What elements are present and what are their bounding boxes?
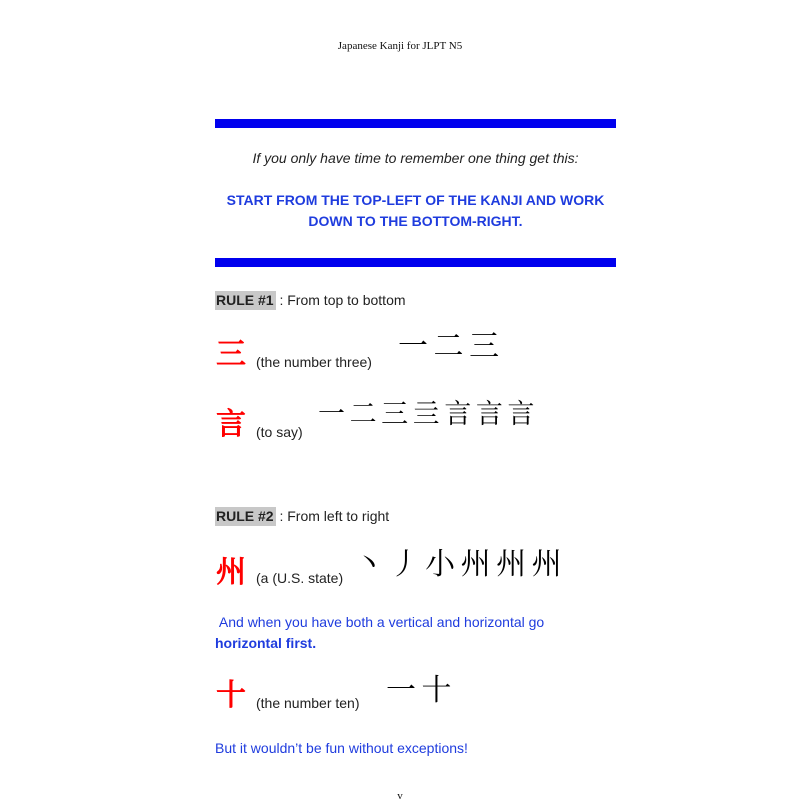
gloss-say: (to say) (256, 424, 303, 440)
kanji-state: 州 (216, 555, 246, 590)
rule2-text: : From left to right (279, 508, 390, 524)
gloss-ten: (the number ten) (256, 695, 360, 711)
kanji-say: 言 (216, 407, 246, 442)
page-header: Japanese Kanji for JLPT N5 (337, 40, 463, 52)
gloss-three: (the number three) (256, 354, 372, 370)
tip-intro: If you only have time to remember one thing get this: (252, 150, 579, 166)
strokes-three: 一 二 三 (398, 329, 498, 364)
tip-highlight: START FROM THE TOP-LEFT OF THE KANJI AND WORK DOWN TO THE BOTTOM-RIGHT. (226, 192, 605, 229)
exceptions-note: But it wouldn’t be fun without exceptions! (215, 740, 468, 756)
rule2-tag: RULE #2 (216, 508, 274, 524)
strokes-ten: 一 十 (386, 673, 450, 708)
note-part1: And when you have both a vertical and horizontal go (218, 614, 545, 630)
strokes-say: 一 二 三 亖 言 言 言 (318, 399, 533, 430)
kanji-ten: 十 (216, 678, 246, 713)
horizontal-first-note (215, 612, 544, 654)
page-number: v (397, 790, 403, 802)
gloss-state: (a (U.S. state) (256, 570, 344, 586)
kanji-three: 三 (216, 337, 246, 372)
rule1-text: : From top to bottom (279, 292, 406, 308)
rule1-tag: RULE #1 (216, 292, 274, 308)
top-divider-bar (215, 119, 616, 128)
bottom-divider-bar (215, 258, 616, 267)
rule2-heading (215, 508, 389, 524)
rule1-heading (215, 292, 406, 308)
strokes-state: 丶 丿 小 州 州 州 (354, 547, 560, 582)
note-part2: horizontal first. (215, 635, 317, 651)
